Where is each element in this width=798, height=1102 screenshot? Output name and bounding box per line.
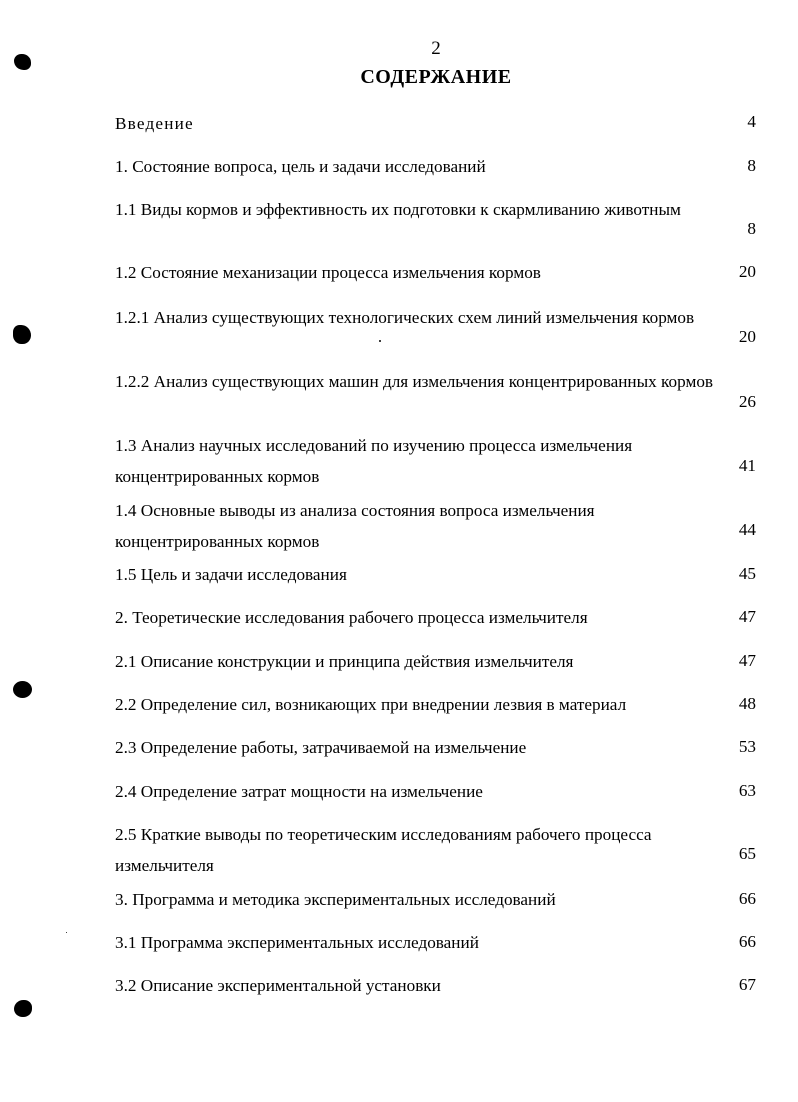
toc-entry-page: 41	[738, 456, 756, 475]
scan-blot-mark	[14, 54, 31, 70]
toc-entry-page: 20	[738, 327, 756, 346]
toc-entry-text: 1.2 Состояние механизации процесса измельчения кормов	[115, 263, 541, 282]
toc-entry-text: 3.1 Программа экспериментальных исследований	[115, 933, 479, 952]
toc-entry-text: 1. Состояние вопроса, цель и задачи исследований	[115, 157, 486, 176]
toc-entry	[115, 559, 760, 590]
toc-entry	[115, 602, 760, 633]
toc-entry	[115, 257, 760, 288]
toc-entry	[115, 927, 760, 958]
toc-entry	[115, 732, 760, 763]
toc-entry	[115, 646, 760, 677]
toc-entry-text: 2.5 Краткие выводы по теоретическим исследованиям рабочего процесса измельчителя	[115, 825, 652, 875]
scan-blot-mark	[14, 1000, 32, 1017]
toc-entry-page: 47	[738, 651, 756, 670]
toc-entry-text: 3. Программа и методика экспериментальных исследований	[115, 890, 556, 909]
toc-entry-page: 66	[738, 932, 756, 951]
toc-entry-text: 1.1 Виды кормов и эффективность их подготовки к скармливанию животным	[115, 200, 681, 219]
toc-entry-page: 63	[738, 781, 756, 800]
toc-entry-text: Введение	[115, 114, 194, 133]
toc-entry	[115, 819, 760, 881]
toc-entry-page: 45	[738, 564, 756, 583]
toc-entry-page: 48	[738, 694, 756, 713]
toc-entry	[115, 151, 760, 182]
toc-entry-text: 1.2.1 Анализ существующих технологических схем линий измельчения кормов	[115, 308, 695, 327]
toc-entry	[115, 689, 760, 720]
toc-entry	[115, 495, 760, 557]
toc-entry-page: 65	[738, 844, 756, 863]
toc-entry-text: 2. Теоретические исследования рабочего процесса измельчителя	[115, 608, 588, 627]
toc-entry-page: 20	[738, 262, 756, 281]
page-title: СОДЕРЖАНИЕ	[360, 66, 512, 88]
toc-entry-text: 3.2 Описание экспериментальной установки	[115, 976, 441, 995]
toc-entry-page: 47	[738, 607, 756, 626]
toc-entry-page: 66	[738, 889, 756, 908]
toc-entry-text: 1.5 Цель и задачи исследования	[115, 565, 347, 584]
toc-entry-page: 8	[747, 219, 756, 238]
toc-entry-text: 2.4 Определение затрат мощности на измельчение	[115, 782, 483, 801]
toc-entry	[115, 970, 760, 1001]
toc-entry-page: 53	[738, 737, 756, 756]
toc-entry	[115, 108, 760, 139]
scan-speck	[66, 932, 67, 933]
toc-entry-page: 8	[747, 156, 756, 175]
toc-entry-text: 2.2 Определение сил, возникающих при внедрении лезвия в материал	[115, 695, 627, 714]
toc-entry-text: 1.3 Анализ научных исследований по изучению процесса измельчения концентрированных кормов	[115, 436, 633, 486]
toc-entry-page: 4	[747, 112, 756, 131]
toc-entry-text: 1.2.2 Анализ существующих машин для измельчения концентрированных кормов	[115, 372, 714, 391]
toc-entry	[115, 430, 760, 492]
toc-entry	[115, 366, 760, 428]
scan-blot-mark	[13, 325, 31, 344]
scan-blot-mark	[13, 681, 32, 698]
toc-entry	[115, 302, 760, 364]
toc-entry	[115, 884, 760, 915]
toc-entry-page: 26	[738, 392, 756, 411]
page-number: 2	[431, 38, 441, 59]
toc-entry	[115, 194, 760, 256]
toc-entry-text: 2.3 Определение работы, затрачиваемой на измельчение	[115, 738, 527, 757]
toc-entry	[115, 776, 760, 807]
toc-entry-page: 44	[738, 520, 756, 539]
toc-entry-page: 67	[738, 975, 756, 994]
toc-entry-text: 2.1 Описание конструкции и принципа действия измельчителя	[115, 652, 574, 671]
scan-speck	[379, 340, 381, 342]
toc-entry-text: 1.4 Основные выводы из анализа состояния вопроса измельчения концентрированных кормов	[115, 501, 595, 551]
